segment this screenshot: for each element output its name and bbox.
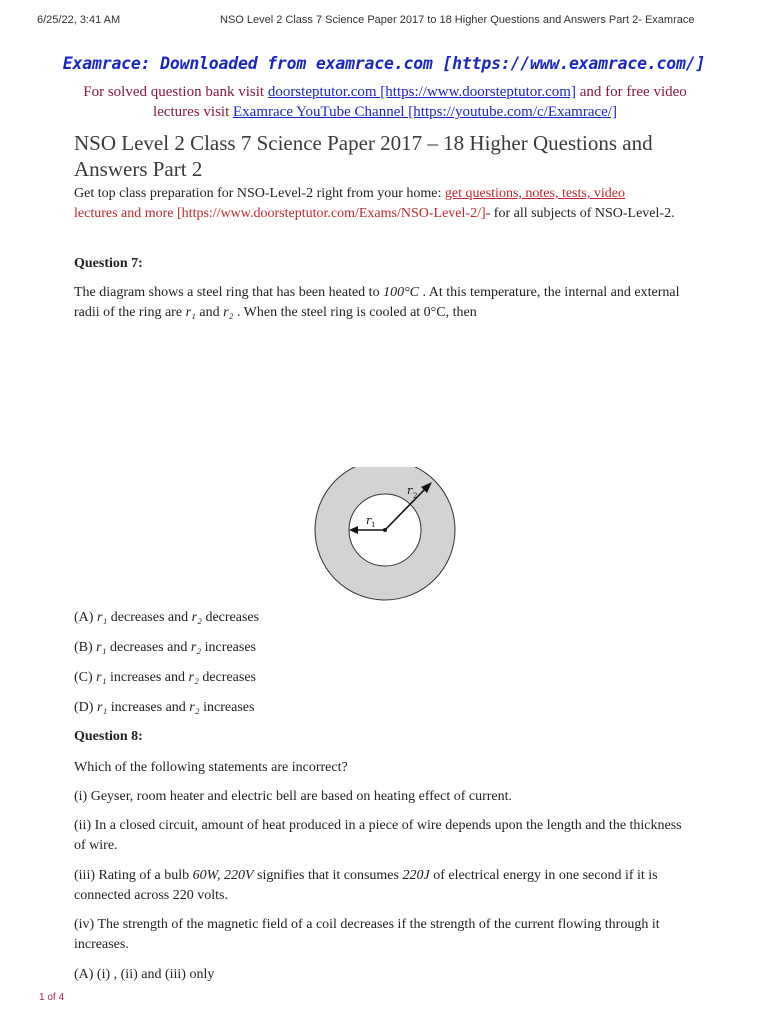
option-r2: r₂: [191, 610, 202, 625]
q8-statement-iii: [74, 866, 694, 906]
youtube-channel-link[interactable]: Examrace YouTube Channel [https://youtube.com/c/Examrace/]: [233, 104, 617, 120]
page-counter: 1 of 4: [39, 992, 65, 1003]
option-r2: r₂: [188, 670, 199, 685]
option-end: increases: [199, 700, 255, 715]
q7-option-b: [74, 638, 694, 658]
q7-stem-b: . At this temperature, the internal and external radii of the ring are: [74, 285, 680, 320]
intro-text-2: - for all subjects of NSO-Level-2.: [485, 206, 675, 221]
r1-label: r: [366, 514, 372, 527]
s3-rating: 60W, 220V: [192, 868, 254, 883]
question-7-stem: [74, 283, 694, 323]
option-prefix: (A): [74, 610, 97, 625]
doorsteptutor-link[interactable]: doorsteptutor.com [https://www.doorsteptutor.com]: [267, 84, 576, 100]
steel-ring-diagram: [314, 467, 456, 609]
q8-statement-i: (i) Geyser, room heater and electric bell are based on heating effect of current.: [74, 789, 513, 804]
promo-text-2: and for free video lectures visit: [153, 84, 687, 120]
option-end: decreases: [201, 610, 260, 625]
q7-stem-c: . When the steel ring is cooled at 0°C, then: [233, 305, 477, 320]
s3-a: (iii) Rating of a bulb: [74, 868, 193, 883]
option-end: decreases: [198, 670, 256, 685]
promo-block: [60, 82, 710, 122]
q7-r2: r₂: [223, 305, 234, 320]
s3-energy: 220J: [402, 868, 430, 883]
intro-link-url[interactable]: [https://www.doorsteptutor.com/Exams/NSO-Level-2/]: [173, 206, 486, 221]
option-r1: r₁: [96, 670, 107, 685]
option-r1: r₁: [96, 610, 108, 625]
option-r2: r₂: [189, 700, 200, 715]
option-prefix: (D): [74, 700, 97, 715]
option-mid: decreases and: [107, 610, 192, 625]
q8-option-a: (A) (i) , (ii) and (iii) only: [74, 967, 215, 982]
option-mid: increases and: [107, 700, 190, 715]
question-8-stem: Which of the following statements are incorrect?: [74, 760, 348, 775]
option-r1: r₁: [96, 700, 108, 715]
q7-temp: 100°C: [383, 285, 420, 300]
q8-statement-iv: (iv) The strength of the magnetic field of a coil decreases if the strength of the current flowing through it increases.: [74, 917, 660, 952]
q8-statement-ii: (ii) In a closed circuit, amount of heat produced in a piece of wire depends upon the length and the thickness of wire.: [74, 818, 682, 853]
intro-paragraph: [74, 184, 694, 224]
q7-option-a: [74, 608, 694, 628]
option-prefix: (B): [74, 640, 97, 655]
examrace-banner[interactable]: Examrace: Downloaded from examrace.com [https://www.examrace.com/]: [62, 54, 706, 73]
page-title: NSO Level 2 Class 7 Science Paper 2017 – 18 Higher Questions and Answers Part 2: [74, 131, 653, 181]
question-7-heading: Question 7:: [74, 256, 143, 271]
intro-link-b[interactable]: lectures and more: [74, 206, 174, 221]
print-timestamp: 6/25/22, 3:41 AM: [37, 14, 121, 26]
option-prefix: (C): [74, 670, 97, 685]
option-r2: r₂: [190, 640, 202, 655]
r2-label: r: [407, 484, 413, 497]
q7-option-d: [74, 698, 694, 718]
intro-link-a[interactable]: get questions, notes, tests, video: [444, 186, 625, 201]
s3-b: signifies that it consumes: [253, 868, 403, 883]
promo-text-1: For solved question bank visit: [83, 84, 268, 100]
option-mid: increases and: [106, 670, 189, 685]
q7-and: and: [195, 305, 224, 320]
r2-subscript: 2: [413, 492, 418, 500]
option-r1: r₁: [96, 640, 107, 655]
center-point: [383, 528, 387, 532]
s3-c: of electrical energy in one second if it is connected across 220 volts.: [74, 868, 658, 903]
q7-stem-a: The diagram shows a steel ring that has been heated to: [74, 285, 384, 300]
option-end: increases: [201, 640, 256, 655]
print-header: [0, 14, 768, 30]
q7-r1: r₁: [185, 305, 196, 320]
r1-subscript: 1: [371, 521, 376, 529]
q7-option-c: [74, 668, 694, 688]
question-8-heading: Question 8:: [74, 729, 143, 744]
option-mid: decreases and: [106, 640, 191, 655]
intro-text-1: Get top class preparation for NSO-Level-2 right from your home:: [74, 186, 445, 201]
print-page-title: NSO Level 2 Class 7 Science Paper 2017 to 18 Higher Questions and Answers Part 2- Examrace: [220, 14, 695, 26]
